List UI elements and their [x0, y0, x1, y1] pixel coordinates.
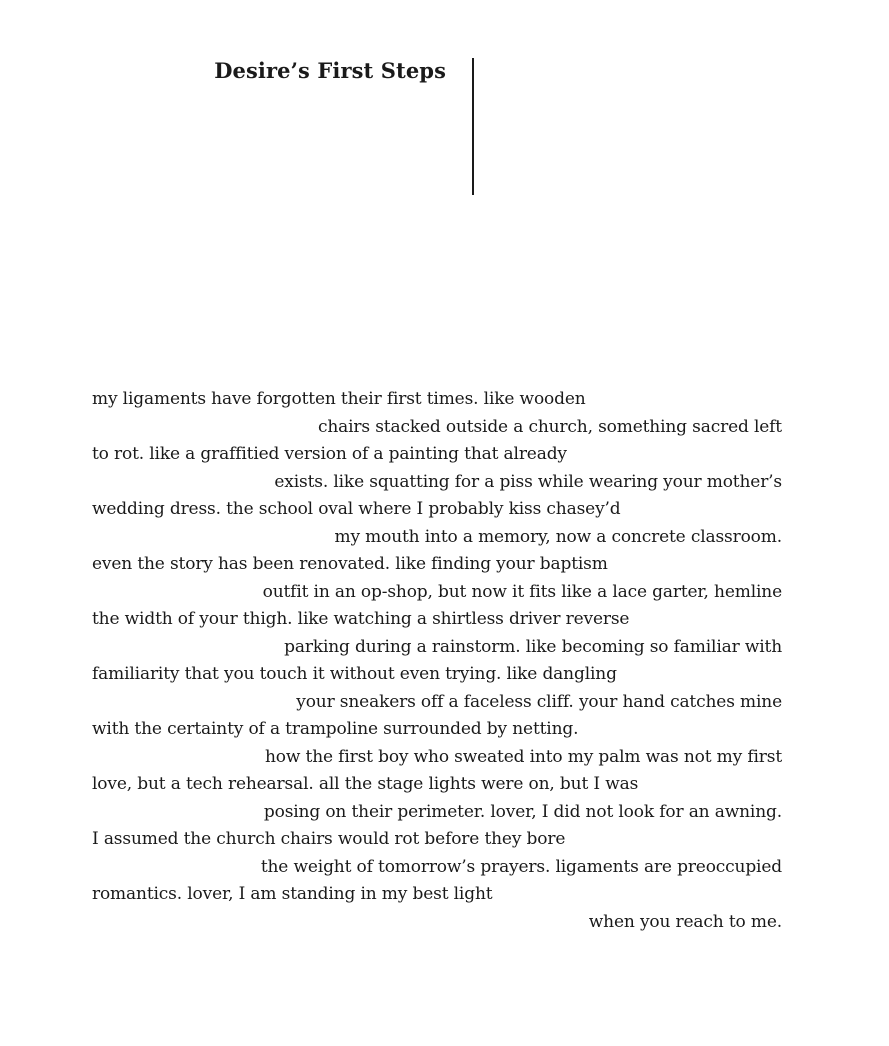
poem-line: your sneakers off a faceless cliff. your hand catches mine [296, 691, 782, 712]
poem-line: exists. like squatting for a piss while wearing your mother’s [274, 471, 782, 492]
poem-line: familiarity that you touch it without even trying. like dangling [92, 664, 617, 684]
poem-line: with the certainty of a trampoline surrounded by netting. [92, 719, 579, 739]
poem-line: how the first boy who sweated into my palm was not my first [265, 746, 782, 767]
title-divider [472, 58, 474, 195]
poem-line: posing on their perimeter. lover, I did not look for an awning. [263, 801, 782, 822]
poem-line: wedding dress. the school oval where I probably kiss chasey’d [92, 499, 621, 519]
poem-line: my ligaments have forgotten their first times. like wooden [92, 389, 586, 409]
poem-title: Desire’s First Steps [214, 58, 446, 83]
poem-line: the width of your thigh. like watching a shirtless driver reverse [92, 609, 630, 629]
poem-line: my mouth into a memory, now a concrete classroom. [334, 526, 782, 547]
poem-line: romantics. lover, I am standing in my best light [92, 884, 493, 904]
poem-line: chairs stacked outside a church, something sacred left [317, 416, 782, 437]
poem-line: when you reach to me. [588, 911, 782, 932]
poem-line: to rot. like a graffitied version of a painting that already [92, 444, 567, 464]
poem-line: love, but a tech rehearsal. all the stage lights were on, but I was [92, 774, 639, 794]
poem-body [92, 386, 782, 936]
poem-line: even the story has been renovated. like finding your baptism [92, 554, 608, 574]
poem-line: parking during a rainstorm. like becoming so familiar with [284, 636, 782, 657]
poem-line: I assumed the church chairs would rot before they bore [92, 829, 566, 849]
poem-line: the weight of tomorrow’s prayers. ligaments are preoccupied [260, 856, 782, 877]
poem-line: outfit in an op-shop, but now it fits like a lace garter, hemline [262, 581, 782, 602]
